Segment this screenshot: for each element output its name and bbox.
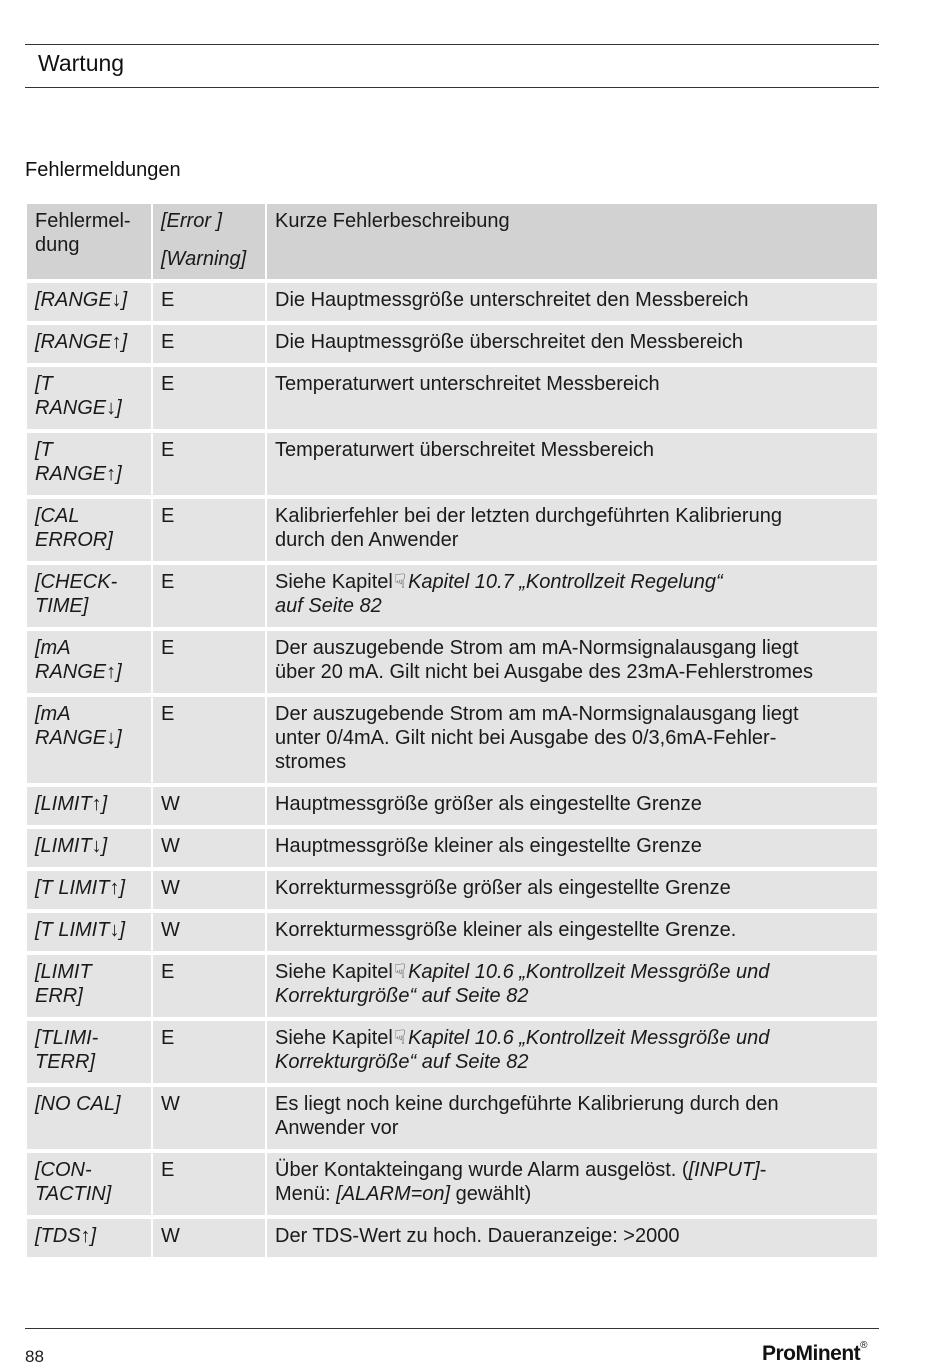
table-row [27,283,877,321]
table-row [27,433,877,495]
error-type-cell: E [153,325,265,363]
description-text: gewählt) [450,1183,532,1205]
table-row [27,499,877,561]
error-type-cell: E [153,1021,265,1083]
table-row [27,787,877,825]
description-cell [267,1153,877,1215]
error-code-cell: [RANGE↓] [27,283,151,321]
header-error: [Error ] [161,210,223,232]
description-prefix: Siehe Kapitel [275,1027,393,1049]
error-type-cell: E [153,433,265,495]
error-code-cell: [T RANGE↑] [27,433,151,495]
description-text: - Menü: [275,1159,767,1205]
error-type-cell: W [153,913,265,951]
table-row [27,871,877,909]
table-row [27,1219,877,1257]
table-row [27,955,877,1017]
error-code-cell: [LIMIT ERR] [27,955,151,1017]
description-prefix: Siehe Kapitel [275,571,393,593]
description-cell [267,565,877,627]
error-type-cell: W [153,829,265,867]
error-type-cell: W [153,871,265,909]
table-row [27,829,877,867]
header-warning: [Warning] [161,248,247,270]
error-code-cell: [LIMIT↑] [27,787,151,825]
error-code-cell: [T RANGE↓] [27,367,151,429]
cross-reference-link[interactable]: Kapitel 10.6 „Kontrollzeit Messgröße und Korrekturgröße“ auf Seite 82 [275,961,770,1007]
description-cell: Es liegt noch keine durchgeführte Kalibrierung durch den Anwender vor [267,1087,877,1149]
brand-name: ProMinent [762,1342,861,1365]
error-code-cell: [CHECK- TIME] [27,565,151,627]
description-cell [267,1021,877,1083]
description-cell: Kalibrierfehler bei der letzten durchgeführten Kalibrierung durch den Anwender [267,499,877,561]
description-cell: Temperaturwert unterschreitet Messbereich [267,367,877,429]
table-row [27,631,877,693]
error-type-cell: W [153,1087,265,1149]
error-type-cell: E [153,367,265,429]
table-header-row [27,204,877,279]
prominent-logo [762,1342,867,1366]
description-text: Über Kontakteingang wurde Alarm ausgelöst. ( [275,1159,689,1181]
error-code-cell: [NO CAL] [27,1087,151,1149]
menu-reference: [INPUT] [688,1159,760,1181]
error-code-cell: [TLIMI- TERR] [27,1021,151,1083]
page-number: 88 [25,1347,44,1366]
error-code-cell: [CON- TACTIN] [27,1153,151,1215]
table-row [27,1087,877,1149]
description-cell: Der auszugebende Strom am mA-Normsignalausgang liegt über 20 mA. Gilt nicht bei Ausgabe des 23mA-Fehlerstromes [267,631,877,693]
header-type [153,204,265,279]
error-code-cell: [LIMIT↓] [27,829,151,867]
description-cell: Der auszugebende Strom am mA-Normsignalausgang liegt unter 0/4mA. Gilt nicht bei Ausgabe des 0/3,6mA-Fehler- stromes [267,697,877,783]
chapter-title: Wartung [38,50,125,76]
error-code-cell: [mA RANGE↓] [27,697,151,783]
header-rule-top [25,44,879,45]
hand-pointer-icon: ☟ [393,1027,407,1049]
header-description: Kurze Fehlerbeschreibung [267,204,877,279]
error-message-table [25,200,879,1261]
error-type-cell: E [153,283,265,321]
description-cell: Temperaturwert überschreitet Messbereich [267,433,877,495]
error-type-cell: W [153,787,265,825]
description-cell: Hauptmessgröße kleiner als eingestellte Grenze [267,829,877,867]
error-code-cell: [T LIMIT↑] [27,871,151,909]
error-code-cell: [mA RANGE↑] [27,631,151,693]
registered-mark: ® [860,1340,868,1351]
hand-pointer-icon: ☟ [393,571,407,593]
hand-pointer-icon: ☟ [393,961,407,983]
error-type-cell: E [153,565,265,627]
description-cell: Die Hauptmessgröße unterschreitet den Messbereich [267,283,877,321]
error-code-cell: [CAL ERROR] [27,499,151,561]
description-cell: Korrekturmessgröße größer als eingestellte Grenze [267,871,877,909]
description-cell [267,955,877,1017]
error-code-cell: [RANGE↑] [27,325,151,363]
description-cell: Der TDS-Wert zu hoch. Daueranzeige: >2000 [267,1219,877,1257]
table-row [27,913,877,951]
table-row [27,1021,877,1083]
error-type-cell: E [153,499,265,561]
table-row [27,697,877,783]
error-type-cell: W [153,1219,265,1257]
error-type-cell: E [153,1153,265,1215]
error-code-cell: [T LIMIT↓] [27,913,151,951]
description-prefix: Siehe Kapitel [275,961,393,983]
header-rule-bottom [25,87,879,88]
header-message: Fehlermel- dung [27,204,151,279]
error-type-cell: E [153,955,265,1017]
description-cell: Korrekturmessgröße kleiner als eingestellte Grenze. [267,913,877,951]
description-cell: Hauptmessgröße größer als eingestellte Grenze [267,787,877,825]
table-row [27,565,877,627]
cross-reference-link[interactable]: Kapitel 10.6 „Kontrollzeit Messgröße und Korrekturgröße“ auf Seite 82 [275,1027,770,1073]
table-row [27,325,877,363]
footer-rule [25,1328,879,1329]
menu-reference: [ALARM=on] [336,1183,451,1205]
table-row [27,367,877,429]
error-type-cell: E [153,631,265,693]
cross-reference-link[interactable]: Kapitel 10.7 „Kontrollzeit Regelung“ auf Seite 82 [275,571,723,617]
table-row [27,1153,877,1215]
error-type-cell: E [153,697,265,783]
description-cell: Die Hauptmessgröße überschreitet den Messbereich [267,325,877,363]
error-code-cell: [TDS↑] [27,1219,151,1257]
section-title: Fehlermeldungen [25,159,181,181]
